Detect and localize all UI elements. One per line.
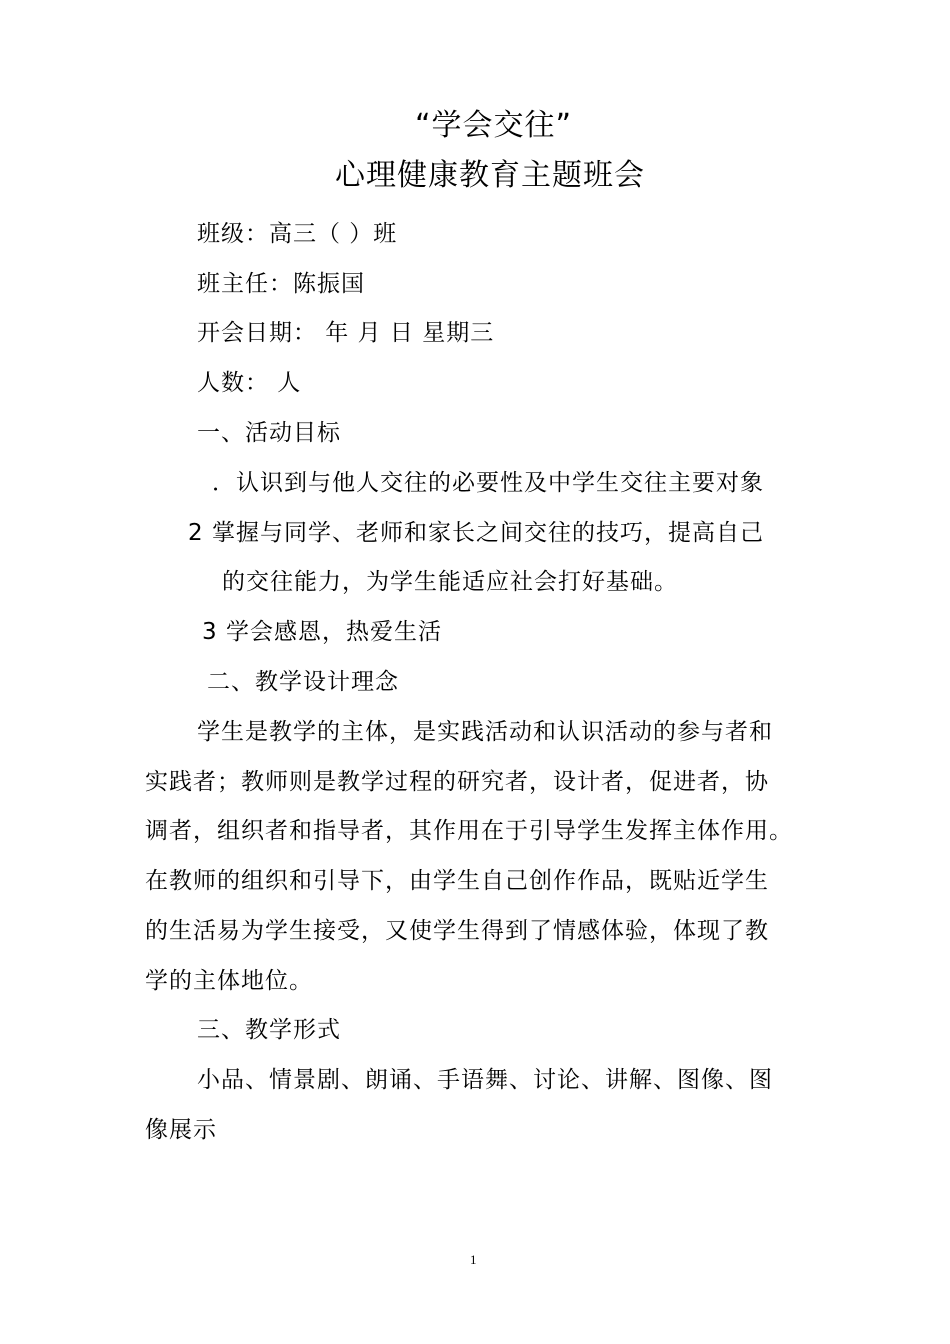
- section-1-item-1: ．认识到与他人交往的必要性及中学生交往主要对象: [212, 470, 764, 496]
- teacher-field: 班主任：陈振国: [197, 271, 365, 297]
- section-1-item-2: 2 掌握与同学、老师和家长之间交往的技巧，提高自己: [188, 520, 764, 546]
- section-3-paragraph-line: 小品、情景剧、朗诵、手语舞、讨论、讲解、图像、图: [197, 1067, 773, 1093]
- section-3-paragraph-line: 像展示: [145, 1117, 217, 1143]
- section-2-paragraph-line: 学生是教学的主体，是实践活动和认识活动的参与者和: [197, 719, 773, 745]
- page-number: 1: [470, 1252, 477, 1267]
- date-field: 开会日期： 年 月 日 星期三: [197, 320, 495, 346]
- class-field: 班级：高三（ ）班: [197, 221, 398, 247]
- section-2-paragraph-line: 调者，组织者和指导者，其作用在于引导学生发挥主体作用。: [145, 818, 793, 844]
- section-1-item-2-continued: 的交往能力，为学生能适应社会打好基础。: [222, 569, 678, 595]
- section-1-heading: 一、活动目标: [197, 420, 341, 446]
- section-2-paragraph-line: 实践者；教师则是教学过程的研究者，设计者，促进者，协: [145, 769, 769, 795]
- title-line-2: 心理健康教育主题班会: [335, 158, 645, 193]
- section-1-item-3: 3 学会感恩，热爱生活: [202, 619, 442, 645]
- section-2-heading: 二、教学设计理念: [207, 669, 399, 695]
- count-field: 人数： 人: [197, 370, 302, 396]
- section-3-heading: 三、教学形式: [197, 1017, 341, 1043]
- section-2-paragraph-line: 的生活易为学生接受，又使学生得到了情感体验，体现了教: [145, 918, 769, 944]
- title-line-1: “学会交往”: [415, 108, 573, 143]
- section-2-paragraph-line: 在教师的组织和引导下，由学生自己创作作品，既贴近学生: [145, 868, 769, 894]
- section-2-paragraph-line: 学的主体地位。: [145, 968, 313, 994]
